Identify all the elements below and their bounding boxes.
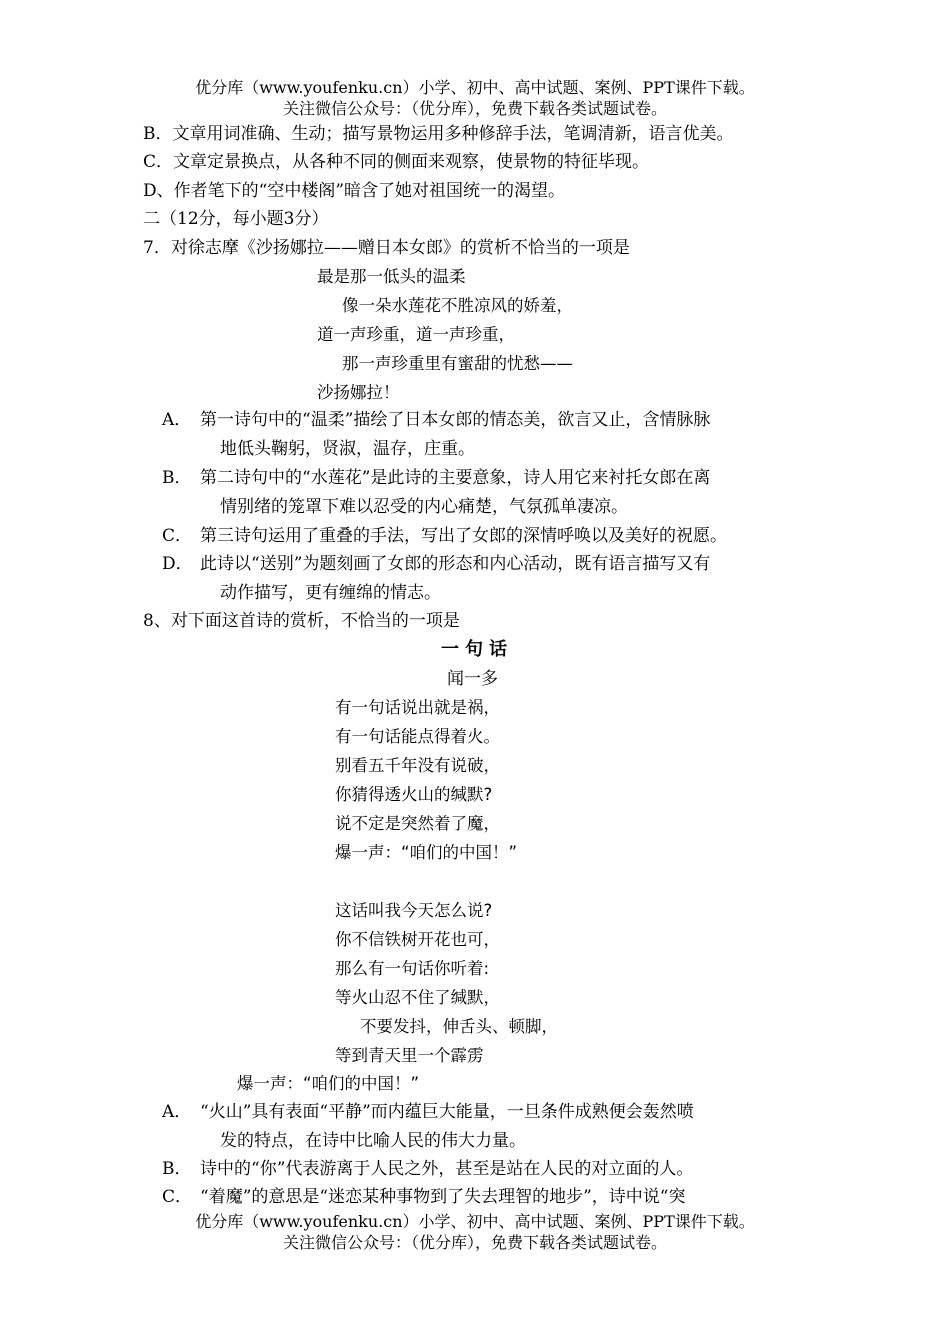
- option-label: D．: [162, 554, 193, 574]
- poem-line: 爆一声：“咱们的中国！”: [237, 1074, 420, 1093]
- poem-line: 有一句话说出就是祸，: [335, 698, 500, 717]
- option-label: B．: [162, 1159, 192, 1179]
- q8-option-a-cont: 发的特点，在诗中比喻人民的伟大力量。: [220, 1131, 526, 1151]
- poem-line: 等到青天里一个霹雳: [335, 1046, 484, 1065]
- option-text: 诗中的“你”代表游离于人民之外，甚至是站在人民的对立面的人。: [200, 1159, 694, 1179]
- section-heading: 二（12分，每小题3分）: [143, 209, 329, 229]
- question-7-stem: 7．对徐志摩《沙扬娜拉——赠日本女郎》的赏析不恰当的一项是: [143, 238, 630, 258]
- header-line-2: 关注微信公众号：（优分库），免费下载各类试题试卷。: [282, 99, 667, 118]
- poem-line: 道一声珍重，道一声珍重，: [317, 325, 515, 344]
- q7-option-c: [162, 525, 727, 547]
- footer-line-1: 优分库（www.youfenku.cn）小学、初中、高中试题、案例、PPT课件下载。: [195, 1212, 755, 1231]
- poem-line: 像一朵水莲花不胜凉风的娇羞，: [342, 296, 573, 315]
- poem-title: 一句话: [441, 639, 513, 660]
- poem-line: 等火山忍不住了缄默，: [335, 988, 500, 1007]
- q8-option-c: [162, 1186, 685, 1208]
- poem-line: 说不定是突然着了魔，: [335, 814, 500, 833]
- poem-line: 那一声珍重里有蜜甜的忧愁——: [342, 354, 573, 373]
- poem-line: 那么有一句话你听着:: [335, 959, 490, 978]
- footer-line-2: 关注微信公众号：（优分库），免费下载各类试题试卷。: [282, 1233, 667, 1252]
- option-text: “着魔”的意思是“迷恋某种事物到了失去理智的地步”，诗中说“突: [200, 1187, 686, 1207]
- prev-option-b: B．文章用词准确、生动；描写景物运用多种修辞手法，笔调清新，语言优美。: [143, 124, 734, 144]
- q7-option-b: [162, 467, 710, 489]
- option-text: 第一诗句中的“温柔”描绘了日本女郎的情态美，欲言又止，含情脉脉: [200, 410, 711, 430]
- poem-line: 你猜得透火山的缄默?: [335, 785, 493, 804]
- option-text: 此诗以“送别”为题刻画了女郎的形态和内心活动，既有语言描写又有: [200, 554, 711, 574]
- poem-line: 有一句话能点得着火。: [335, 727, 500, 746]
- option-label: C．: [162, 526, 193, 546]
- option-label: B．: [162, 468, 192, 488]
- poem-line: 你不信铁树开花也可，: [335, 930, 500, 949]
- option-text: 第三诗句运用了重叠的手法，写出了女郎的深情呼唤以及美好的祝愿。: [200, 526, 727, 546]
- q8-option-a: [162, 1101, 694, 1123]
- poem-line: 这话叫我今天怎么说?: [335, 901, 493, 920]
- poem-line: 爆一声：“咱们的中国！”: [335, 843, 518, 862]
- question-8-stem: 8、对下面这首诗的赏析，不恰当的一项是: [143, 611, 460, 631]
- q7-option-d-cont: 动作描写，更有缠绵的情志。: [220, 583, 441, 603]
- option-text: “火山”具有表面“平静”而内蕴巨大能量，一旦条件成熟便会轰然喷: [200, 1102, 694, 1122]
- header-line-1: 优分库（www.youfenku.cn）小学、初中、高中试题、案例、PPT课件下载。: [195, 78, 755, 97]
- q8-option-b: [162, 1158, 693, 1180]
- prev-option-c: C．文章定景换点，从各种不同的侧面来观察，使景物的特征毕现。: [143, 152, 650, 172]
- option-text: 第二诗句中的“水莲花”是此诗的主要意象，诗人用它来衬托女郎在离: [200, 468, 711, 488]
- q7-option-a: [162, 409, 710, 431]
- option-label: C．: [162, 1187, 193, 1207]
- poem-line: 别看五千年没有说破，: [335, 756, 500, 775]
- poem-line: 最是那一低头的温柔: [317, 267, 466, 286]
- prev-option-d: D、作者笔下的“空中楼阁”暗含了她对祖国统一的渴望。: [143, 181, 566, 201]
- q7-option-b-cont: 情别绪的笼罩下难以忍受的内心痛楚，气氛孤单凄凉。: [220, 497, 628, 517]
- q7-option-d: [162, 553, 710, 575]
- option-label: A．: [162, 410, 192, 430]
- poem-line: 沙扬娜拉！: [317, 383, 400, 402]
- q7-option-a-cont: 地低头鞠躬，贤淑，温存，庄重。: [220, 439, 475, 459]
- option-label: A．: [162, 1102, 192, 1122]
- poem-author: 闻一多: [447, 669, 498, 689]
- poem-line: 不要发抖，伸舌头、顿脚，: [360, 1017, 558, 1036]
